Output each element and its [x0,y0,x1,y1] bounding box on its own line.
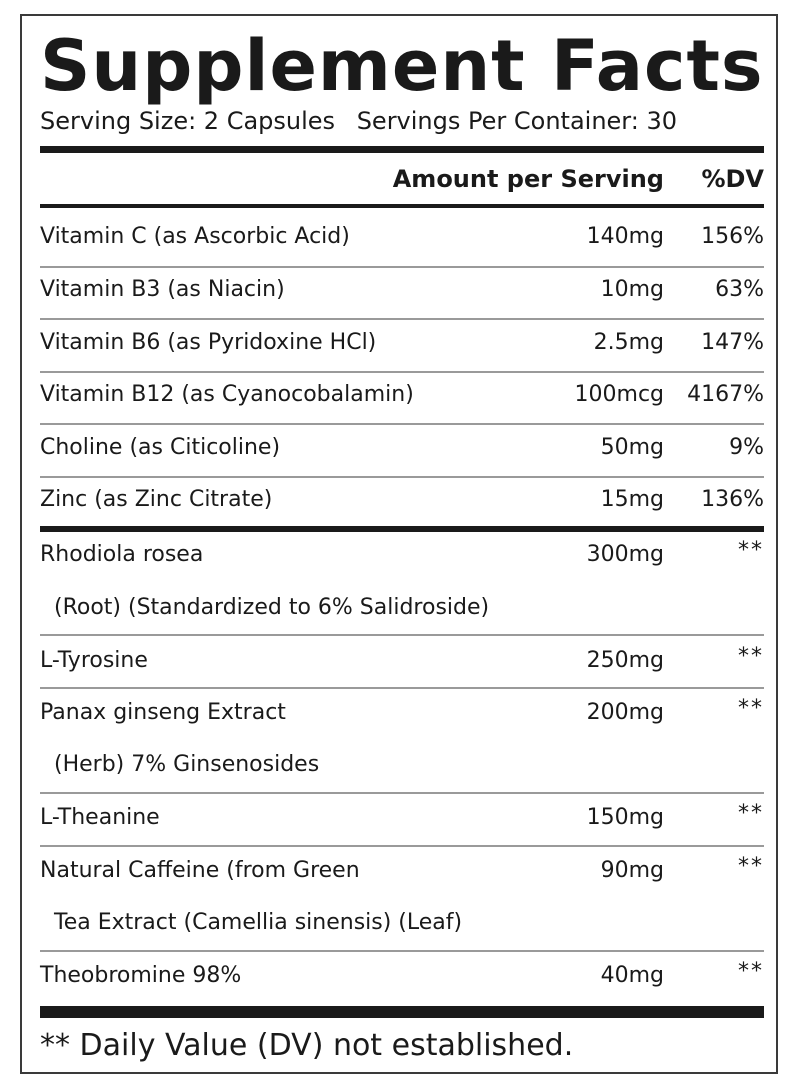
nutrient-row [40,485,764,515]
nutrient-row [40,433,764,463]
ingredient-subtext: Tea Extract (Camellia sinensis) (Leaf) [54,910,463,935]
ingredient-name: L-Tyrosine [40,648,148,673]
thick-divider-bottom [40,1006,764,1018]
nutrient-row [40,275,764,305]
nutrient-dv: 136% [701,487,764,512]
nutrient-dv: 147% [701,330,764,355]
nutrient-row [40,222,764,252]
nutrient-amount: 2.5mg [593,330,664,355]
label-body [40,16,764,1072]
row-divider [40,634,764,636]
ingredient-name: Natural Caffeine (from Green [40,858,360,883]
ingredient-amount: 150mg [586,805,664,830]
nutrient-row [40,328,764,358]
nutrient-amount: 15mg [600,487,664,512]
ingredient-row [40,803,764,833]
ingredient-dv: ** [738,696,764,721]
nutrient-dv: 63% [715,277,764,302]
row-divider [40,792,764,794]
ingredient-dv: ** [738,854,764,879]
header-amount: Amount per Serving [392,165,664,193]
row-divider [40,950,764,952]
nutrient-name: Vitamin C (as Ascorbic Acid) [40,224,350,249]
nutrient-amount: 50mg [600,435,664,460]
nutrient-amount: 140mg [586,224,664,249]
ingredient-amount: 250mg [586,648,664,673]
row-divider [40,371,764,373]
ingredient-row [40,961,764,991]
ingredient-name: Rhodiola rosea [40,542,204,567]
nutrient-name: Vitamin B12 (as Cyanocobalamin) [40,382,414,407]
ingredient-detail [40,908,764,938]
serving-size: Serving Size: 2 Capsules [40,107,336,135]
header-dv: %DV [701,165,764,193]
header-divider [40,204,764,208]
thick-divider-top [40,146,764,153]
ingredient-detail [40,593,764,623]
ingredient-row [40,698,764,728]
nutrient-dv: 9% [729,435,764,460]
nutrient-dv: 4167% [687,382,764,407]
row-divider [40,423,764,425]
nutrient-amount: 10mg [600,277,664,302]
nutrient-dv: 156% [701,224,764,249]
supplement-facts-panel [20,14,778,1074]
ingredient-name: Panax ginseng Extract [40,700,286,725]
label-title: Supplement Facts [40,25,764,107]
ingredient-dv: ** [738,959,764,984]
ingredient-amount: 90mg [600,858,664,883]
ingredient-detail [40,750,764,780]
thick-divider-middle [40,526,764,532]
nutrient-name: Vitamin B6 (as Pyridoxine HCl) [40,330,377,355]
nutrient-name: Vitamin B3 (as Niacin) [40,277,285,302]
row-divider [40,266,764,268]
ingredient-dv: ** [738,801,764,826]
ingredient-dv: ** [738,644,764,669]
row-divider [40,476,764,478]
nutrient-amount: 100mcg [574,382,664,407]
row-divider [40,687,764,689]
ingredient-row [40,540,764,570]
ingredient-row [40,856,764,886]
row-divider [40,845,764,847]
servings-per-container: Servings Per Container: 30 [356,107,677,135]
ingredient-dv: ** [738,538,764,563]
row-divider [40,318,764,320]
nutrient-name: Zinc (as Zinc Citrate) [40,487,273,512]
ingredient-row [40,646,764,676]
ingredient-subtext: (Root) (Standardized to 6% Salidroside) [54,595,490,620]
ingredient-amount: 300mg [586,542,664,567]
serving-info [40,106,677,136]
ingredient-amount: 200mg [586,700,664,725]
ingredient-subtext: (Herb) 7% Ginsenosides [54,752,320,777]
nutrient-row [40,380,764,410]
ingredient-amount: 40mg [600,963,664,988]
ingredient-name: Theobromine 98% [40,963,242,988]
nutrient-name: Choline (as Citicoline) [40,435,281,460]
ingredient-name: L-Theanine [40,805,160,830]
footnote: ** Daily Value (DV) not established. [40,1028,574,1063]
